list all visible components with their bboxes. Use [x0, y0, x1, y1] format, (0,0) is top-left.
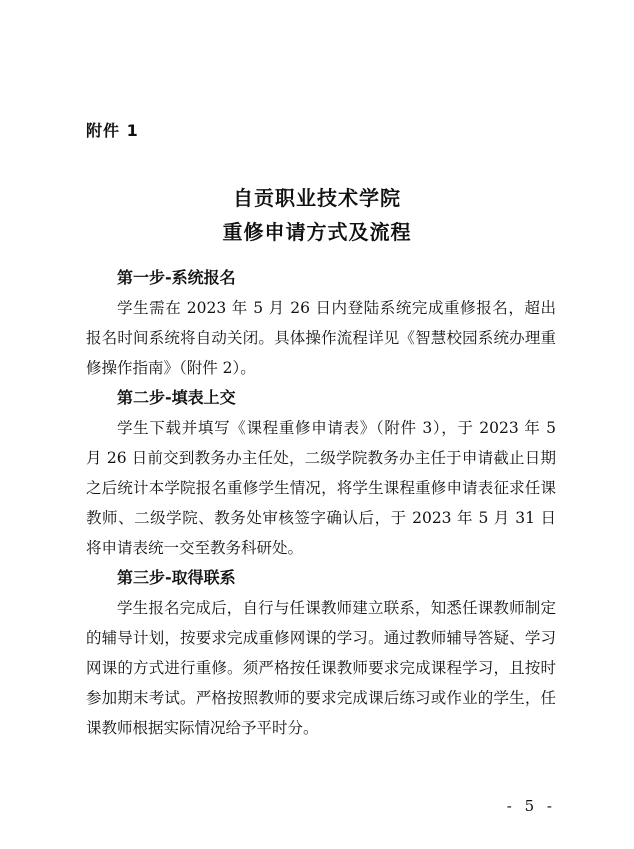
- page-number: - 5 -: [506, 797, 556, 815]
- step-3: [86, 563, 556, 743]
- step-heading: 第三步-取得联系: [117, 568, 236, 587]
- step-heading: 第二步-填表上交: [117, 388, 236, 407]
- document-title-line1: 自贡职业技术学院: [233, 186, 401, 210]
- step-1: [86, 263, 556, 383]
- step-paragraph: 学生需在 2023 年 5 月 26 日内登陆系统完成重修报名，超出报名时间系统将自动关闭。具体操作流程详见《智慧校园系统办理重修操作指南》（附件 2）。: [86, 299, 556, 377]
- step-heading: 第一步-系统报名: [117, 268, 236, 287]
- document-title-line2: 重修申请方式及流程: [222, 220, 412, 244]
- document-body: [86, 263, 556, 743]
- step-2: [86, 383, 556, 563]
- attachment-label: 附件 1: [86, 121, 139, 140]
- step-paragraph: 学生报名完成后，自行与任课教师建立联系，知悉任课教师制定的辅导计划，按要求完成重修网课的学习。通过教师辅导答疑、学习网课的方式进行重修。须严格按任课教师要求完成课程学习，且按时参加期末考试。严格按照教师的要求完成课后练习或作业的学生，任课教师根据实际情况给予平时分。: [86, 599, 556, 737]
- step-paragraph: 学生下载并填写《课程重修申请表》（附件 3），于 2023 年 5 月 26 日前交到教务办主任处，二级学院教务办主任于申请截止日期之后统计本学院报名重修学生情况，将学生课程重修申请表征求任课教师、二级学院、教务处审核签字确认后，于 2023 年 5 月 31 日将申请表统一交至教务科研处。: [86, 419, 556, 557]
